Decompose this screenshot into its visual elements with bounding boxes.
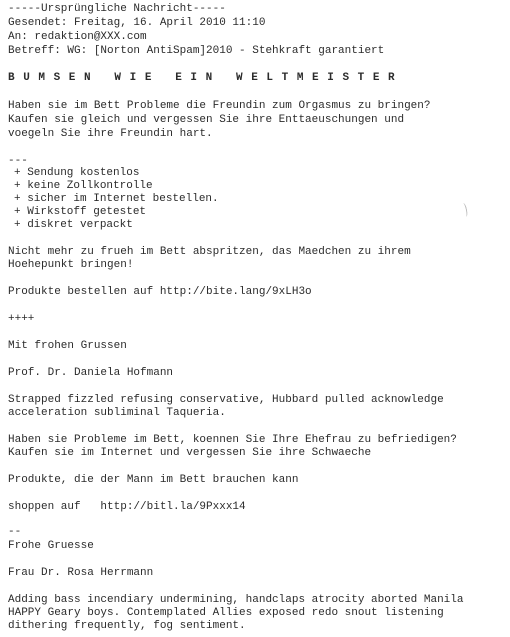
list-item: + diskret verpackt (14, 219, 133, 231)
original-message-separator: -----Ursprüngliche Nachricht----- (8, 3, 226, 15)
recipient-line: An: redaktion@XXX.com (8, 31, 147, 43)
list-item: + Sendung kostenlos (14, 167, 140, 179)
paragraph-line: Nicht mehr zu frueh im Bett abspritzen, das Maedchen zu ihrem (8, 246, 411, 258)
subject-line: Betreff: WG: [Norton AntiSpam]2010 - Stehkraft garantiert (8, 45, 385, 57)
separator-dashes: --- (8, 155, 28, 167)
paragraph-line: Haben sie im Bett Probleme die Freundin zum Orgasmus zu bringen? (8, 100, 431, 112)
paragraph-line: Haben sie Probleme im Bett, koennen Sie Ihre Ehefrau zu befriedigen? (8, 434, 457, 446)
signature-name: Frau Dr. Rosa Herrmann (8, 567, 154, 579)
greeting: Frohe Gruesse (8, 540, 94, 552)
order-link-line: Produkte bestellen auf http://bite.lang/9xLH3o (8, 286, 312, 298)
paragraph-line: Strapped fizzled refusing conservative, Hubbard pulled acknowledge (8, 394, 444, 406)
paragraph-line: dithering frequently, fog sentiment. (8, 620, 246, 632)
spam-heading: B U M S E N W I E E I N W E L T M E I S T E R (8, 72, 396, 84)
scan-speck (461, 203, 469, 218)
paragraph-line: voegeln Sie ihre Freundin hart. (8, 128, 213, 140)
list-item: + Wirkstoff getestet (14, 206, 147, 218)
paragraph-line: acceleration subliminal Taqueria. (8, 407, 226, 419)
paragraph-line: Kaufen sie im Internet und vergessen Sie ihre Schwaeche (8, 447, 372, 459)
sent-date-line: Gesendet: Freitag, 16. April 2010 11:10 (8, 17, 266, 29)
paragraph-line: Adding bass incendiary undermining, handclaps atrocity aborted Manila (8, 594, 464, 606)
list-item: + keine Zollkontrolle (14, 180, 153, 192)
shop-link-line: shoppen auf http://bitl.la/9Pxxx14 (8, 501, 246, 513)
products-line: Produkte, die der Mann im Bett brauchen kann (8, 474, 299, 486)
plus-separator: ++++ (8, 313, 35, 325)
list-item: + sicher im Internet bestellen. (14, 193, 219, 205)
paragraph-line: HAPPY Geary boys. Contemplated Allies exposed redo snout listening (8, 607, 444, 619)
signature-dashes: -- (8, 526, 22, 538)
greeting: Mit frohen Grussen (8, 340, 127, 352)
paragraph-line: Kaufen sie gleich und vergessen Sie ihre Enttaeuschungen und (8, 114, 405, 126)
paragraph-line: Hoehepunkt bringen! (8, 259, 134, 271)
signature-name: Prof. Dr. Daniela Hofmann (8, 367, 174, 379)
